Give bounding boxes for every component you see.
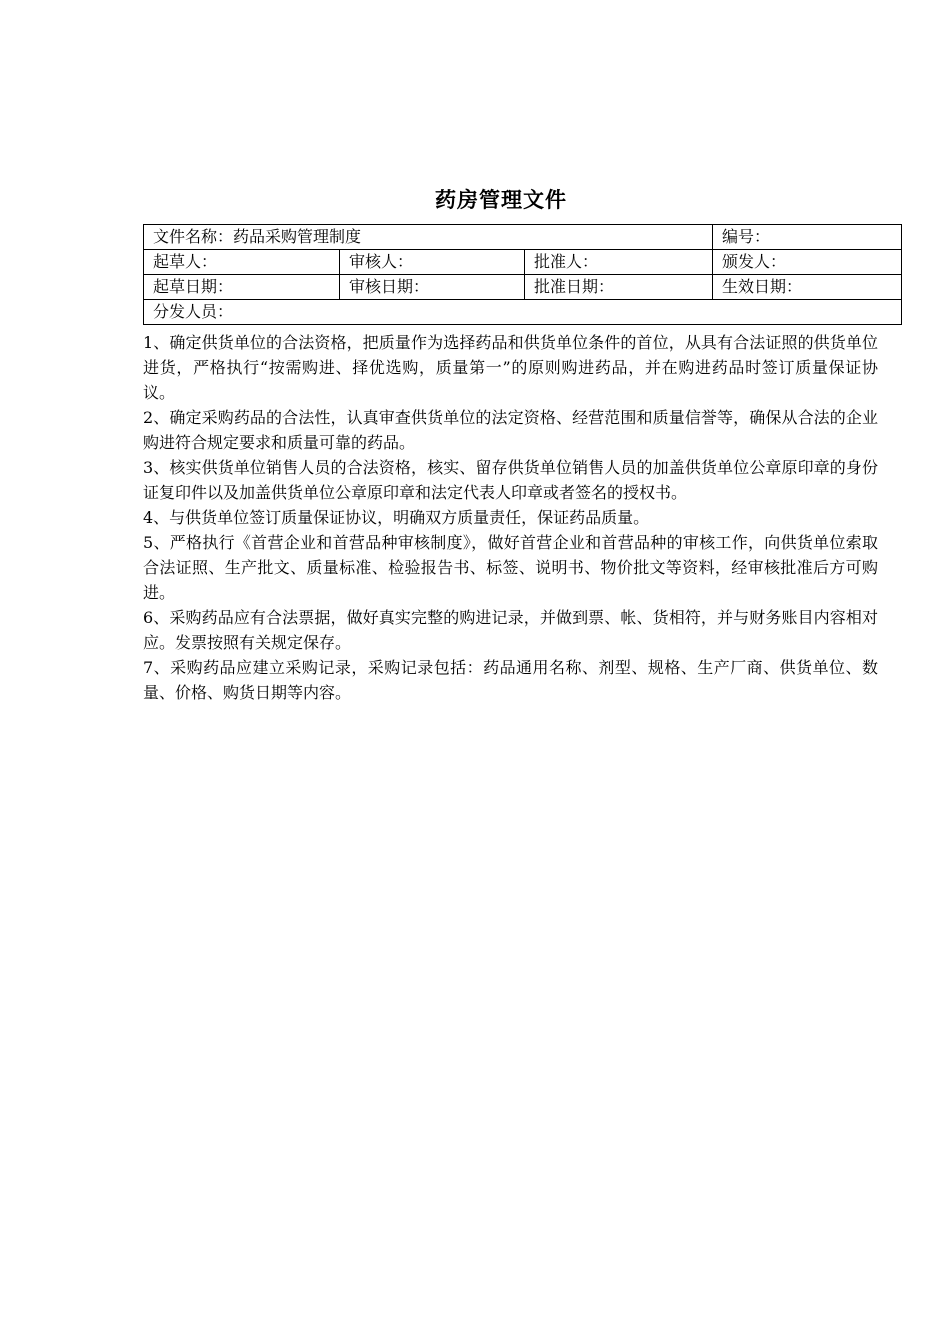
- table-row: [144, 300, 902, 325]
- paragraph-1: 1、确定供货单位的合法资格，把质量作为选择药品和供货单位条件的首位，从具有合法证照的供货单位进货，严格执行“按需购进、择优选购，质量第一”的原则购进药品，并在购进药品时签订质量保证协议。: [143, 333, 878, 402]
- paragraph-5: 5、严格执行《首营企业和首营品种审核制度》，做好首营企业和首营品种的审核工作，向供货单位索取合法证照、生产批文、质量标准、检验报告书、标签、说明书、物价批文等资料，经审核批准后方可购进。: [143, 533, 878, 602]
- paragraph-4: 4、与供货单位签订质量保证协议，明确双方质量责任，保证药品质量。: [143, 508, 650, 527]
- table-row: [144, 250, 902, 275]
- effective-date-cell: 生效日期：: [713, 275, 902, 300]
- issuer-cell: 颁发人：: [713, 250, 902, 275]
- document-name-cell: 文件名称：药品采购管理制度: [144, 225, 713, 250]
- table-row: [144, 275, 902, 300]
- table-row: [144, 225, 902, 250]
- document-number-cell: 编号：: [713, 225, 902, 250]
- page-title: 药房管理文件: [435, 188, 567, 212]
- draft-date-cell: 起草日期：: [144, 275, 340, 300]
- reviewer-cell: 审核人：: [340, 250, 525, 275]
- review-date-cell: 审核日期：: [340, 275, 525, 300]
- document-info-table: [143, 224, 902, 325]
- paragraph-2: 2、确定采购药品的合法性，认真审查供货单位的法定资格、经营范围和质量信誉等，确保从合法的企业购进符合规定要求和质量可靠的药品。: [143, 408, 878, 452]
- distribution-cell: 分发人员：: [144, 300, 902, 325]
- paragraph-7: 7、采购药品应建立采购记录，采购记录包括：药品通用名称、剂型、规格、生产厂商、供货单位、数量、价格、购货日期等内容。: [143, 658, 878, 702]
- paragraph-3: 3、核实供货单位销售人员的合法资格，核实、留存供货单位销售人员的加盖供货单位公章原印章的身份证复印件以及加盖供货单位公章原印章和法定代表人印章或者签名的授权书。: [143, 458, 878, 502]
- approver-cell: 批准人：: [525, 250, 713, 275]
- paragraph-6: 6、采购药品应有合法票据，做好真实完整的购进记录，并做到票、帐、货相符，并与财务账目内容相对应。发票按照有关规定保存。: [143, 608, 878, 652]
- drafter-cell: 起草人：: [144, 250, 340, 275]
- approval-date-cell: 批准日期：: [525, 275, 713, 300]
- document-body: [143, 330, 878, 705]
